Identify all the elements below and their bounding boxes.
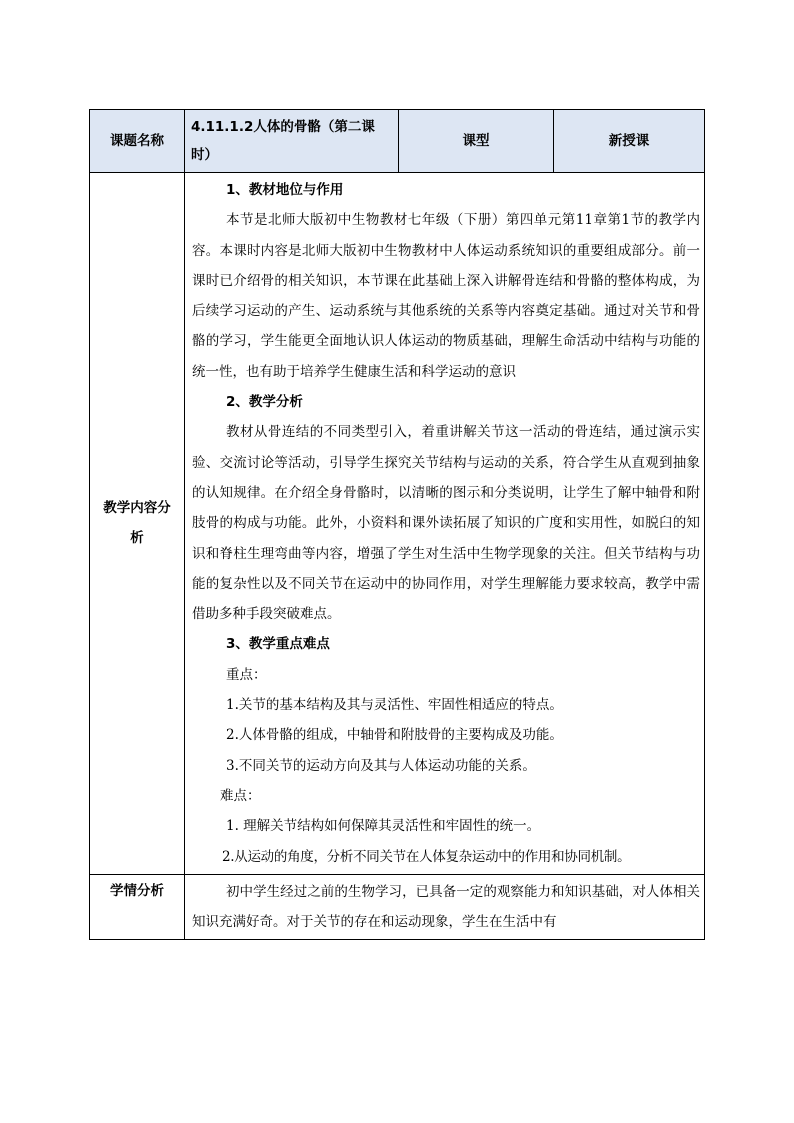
student-analysis-text: 初中学生经过之前的生物学习，已具备一定的观察能力和知识基础，对人体相关知识充满好奇。对于关节的存在和运动现象，学生在生活中有 <box>192 883 700 931</box>
content-analysis-row <box>90 173 705 875</box>
header-row <box>90 110 705 173</box>
student-analysis-label: 学情分析 <box>110 882 164 899</box>
section1-text: 本节是北师大版初中生物教材七年级（下册）第四单元第11章第1节的教学内容。本课时内容是北师大版初中生物教材中人体运动系统知识的重要组成部分。前一课时已介绍骨的相关知识，本节课在此基础上深入讲解骨连结和骨骼的整体构成，为后续学习运动的产生、运动系统与其他系统的关系等内容奠定基础。通过对关节和骨骼的学习，学生能更全面地认识人体运动的物质基础，理解生命活动中结构与功能的统一性，也有助于培养学生健康生活和科学运动的意识 <box>192 212 700 380</box>
key-points-label: 重点： <box>226 666 267 683</box>
student-analysis-clip <box>192 877 700 937</box>
student-analysis-cell <box>185 874 705 939</box>
section2-text: 教材从骨连结的不同类型引入，着重讲解关节这一活动的骨连结，通过演示实验、交流讨论等活动，引导学生探究关节结构与运动的关系，符合学生从直观到抽象的认知规律。在介绍全身骨骼时，以清晰的图示和分类说明，让学生了解中轴骨和附肢骨的构成与功能。此外，小资料和课外读拓展了知识的广度和实用性，如脱臼的知识和脊柱生理弯曲等内容，增强了学生对生活中生物学现象的关注。但关节结构与功能的复杂性以及不同关节在运动中的协同作用，对学生理解能力要求较高，教学中需借助多种手段突破难点。 <box>192 424 700 623</box>
student-analysis-label-cell <box>90 874 185 939</box>
key-point-item: 2.人体骨骼的组成，中轴骨和附肢骨的主要构成及功能。 <box>226 727 563 744</box>
topic-title: 4.11.1.2人体的骨骼（第二课时） <box>191 119 375 163</box>
lesson-type-cell <box>554 110 705 173</box>
lesson-plan-table <box>89 109 705 940</box>
lesson-type: 新授课 <box>608 133 650 149</box>
content-analysis-cell <box>185 173 705 875</box>
type-label: 课型 <box>462 133 490 149</box>
section3-heading: 3、教学重点难点 <box>226 636 330 653</box>
difficulty-item: 1. 理解关节结构如何保障其灵活性和牢固性的统一。 <box>226 818 541 835</box>
difficulties-label: 难点： <box>220 787 261 804</box>
content-analysis-label: 教学内容分析 <box>103 500 171 547</box>
topic-title-cell <box>185 110 399 173</box>
type-label-cell <box>399 110 554 173</box>
content-analysis-label-cell <box>90 173 185 875</box>
topic-label-cell <box>90 110 185 173</box>
key-point-item: 3.不同关节的运动方向及其与人体运动功能的关系。 <box>226 757 536 774</box>
student-analysis-row <box>90 874 705 939</box>
section1-heading: 1、教材地位与作用 <box>226 182 344 198</box>
topic-label: 课题名称 <box>110 133 164 149</box>
section2-heading: 2、教学分析 <box>226 394 303 411</box>
difficulty-item: 2.从运动的角度，分析不同关节在人体复杂运动中的作用和协同机制。 <box>222 848 631 865</box>
key-point-item: 1.关节的基本结构及其与灵活性、牢固性相适应的特点。 <box>226 697 563 714</box>
